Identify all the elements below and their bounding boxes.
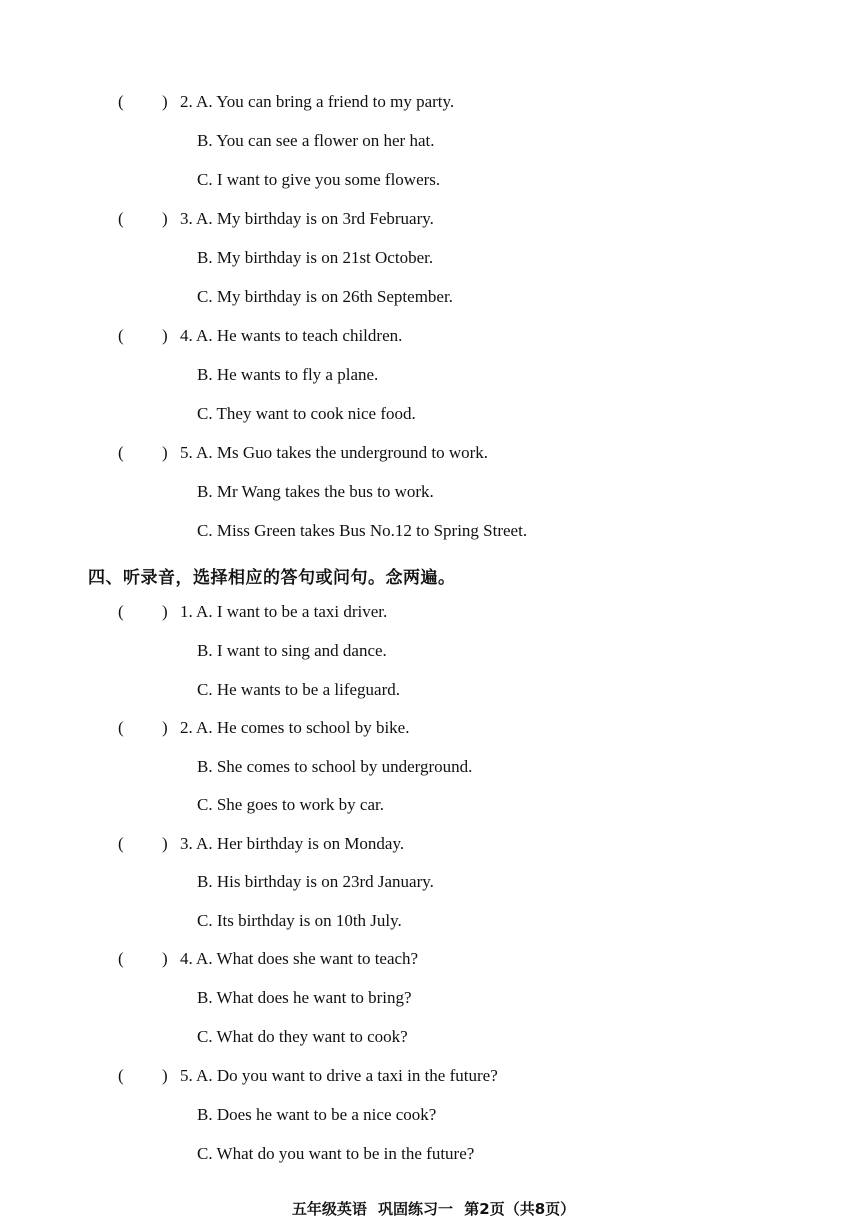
answer-bracket-open[interactable]: ( [118,718,124,737]
option-a: Do you want to drive a taxi in the future? [216,1066,498,1085]
answer-bracket-close: ) [162,209,168,228]
option-a: He wants to teach children. [216,326,403,345]
option-a: What does she want to teach? [216,949,419,968]
answer-bracket-open[interactable]: ( [118,602,124,621]
option-b: B. What does he want to bring? [197,988,412,1007]
question-number: 3. A. [180,834,213,853]
answer-bracket-open[interactable]: ( [118,92,124,111]
answer-bracket-close: ) [162,834,168,853]
option-c: C. Its birthday is on 10th July. [197,911,402,930]
question-number: 3. A. [180,209,213,228]
option-c: C. They want to cook nice food. [197,404,416,423]
answer-bracket-close: ) [162,602,168,621]
page-footer: 五年级英语 巩固练习一 第2页（共8页） [291,1200,576,1218]
option-b: B. Mr Wang takes the bus to work. [197,482,434,501]
option-b: B. My birthday is on 21st October. [197,248,434,267]
question-number: 2. A. [180,718,213,737]
option-a: He comes to school by bike. [216,718,410,737]
answer-bracket-open[interactable]: ( [118,209,124,228]
option-c: C. My birthday is on 26th September. [197,287,453,306]
question-number: 1. A. [180,602,213,621]
answer-bracket-open[interactable]: ( [118,1066,124,1085]
answer-bracket-close: ) [162,1066,168,1085]
question-number: 4. A. [180,949,213,968]
question-number: 5. A. [180,443,213,462]
answer-bracket-open[interactable]: ( [118,949,124,968]
option-b: B. Does he want to be a nice cook? [197,1105,437,1124]
option-c: C. What do they want to cook? [197,1027,408,1046]
option-c: C. She goes to work by car. [197,795,384,814]
option-b: B. She comes to school by underground. [197,757,473,776]
answer-bracket-open[interactable]: ( [118,326,124,345]
answer-bracket-open[interactable]: ( [118,834,124,853]
option-a: My birthday is on 3rd February. [216,209,434,228]
answer-bracket-close: ) [162,949,168,968]
option-a: I want to be a taxi driver. [216,602,388,621]
answer-bracket-close: ) [162,326,168,345]
answer-bracket-open[interactable]: ( [118,443,124,462]
option-a: Her birthday is on Monday. [216,834,405,853]
option-b: B. His birthday is on 23rd January. [197,872,434,891]
option-a: Ms Guo takes the underground to work. [216,443,489,462]
section4-heading: 四、听录音，选择相应的答句或问句。念两遍。 [88,568,456,588]
question-number: 5. A. [180,1066,213,1085]
option-b: B. He wants to fly a plane. [197,365,379,384]
answer-bracket-close: ) [162,443,168,462]
question-number: 2. A. [180,92,213,111]
answer-bracket-close: ) [162,92,168,111]
option-c: C. I want to give you some flowers. [197,170,441,189]
option-c: C. He wants to be a lifeguard. [197,680,400,699]
option-b: B. You can see a flower on her hat. [197,131,435,150]
option-c: C. What do you want to be in the future? [197,1144,475,1163]
option-c: C. Miss Green takes Bus No.12 to Spring Street. [197,521,528,540]
answer-bracket-close: ) [162,718,168,737]
option-b: B. I want to sing and dance. [197,641,387,660]
option-a: You can bring a friend to my party. [216,92,455,111]
question-number: 4. A. [180,326,213,345]
